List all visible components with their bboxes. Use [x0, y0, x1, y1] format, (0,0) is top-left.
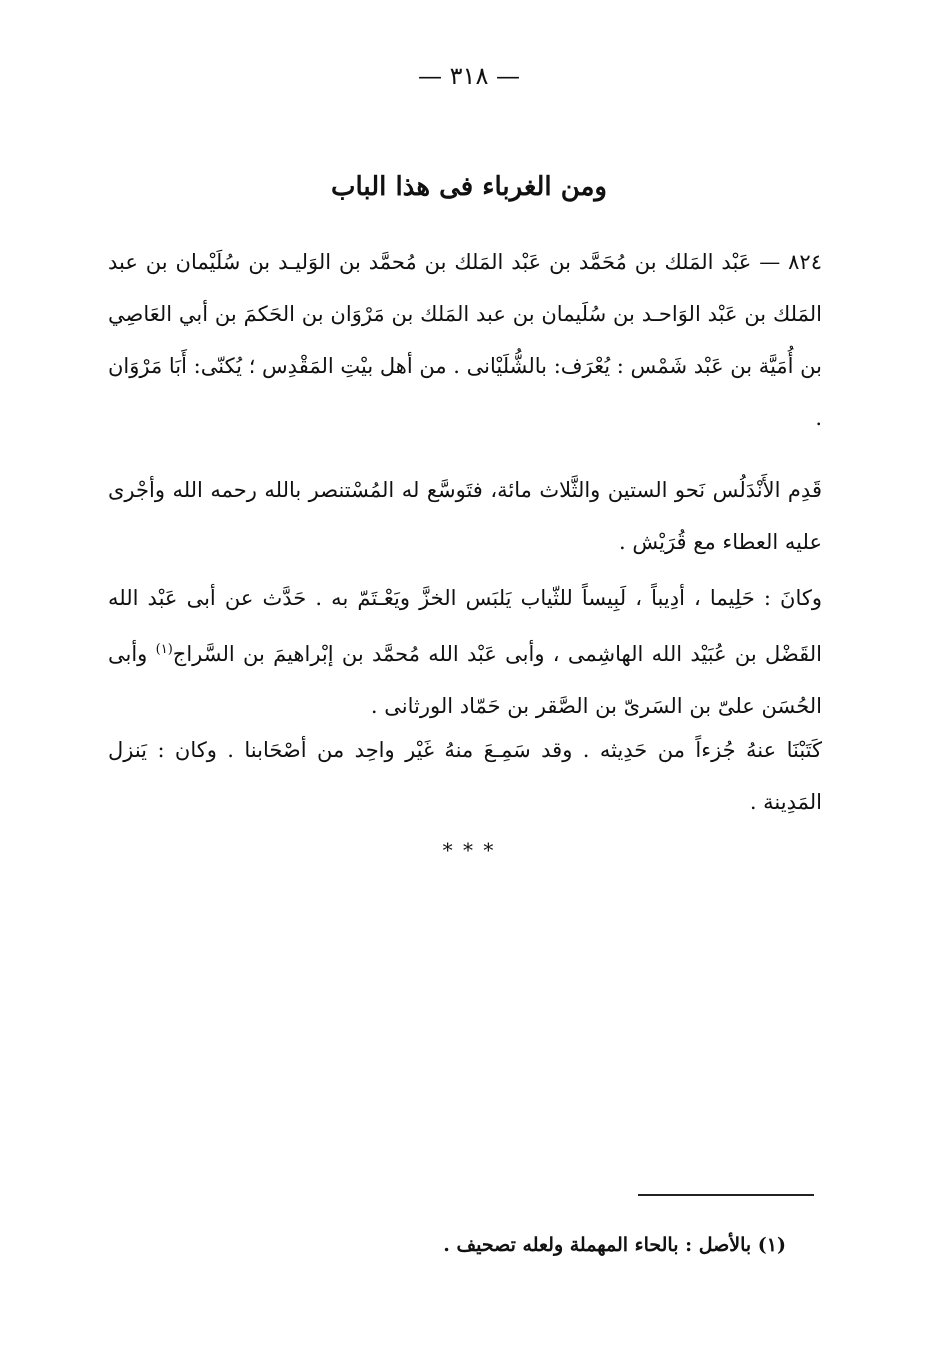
entry-paragraph-4: كَتَبْنَا عنهُ جُزءاً من حَدِيثه . وقد سَمِـعَ منهُ غَيْر واحِد من أصْحَابنا . وكان : يَنزل المَدِينة . [108, 738, 822, 814]
section-separator-stars: * * * [442, 838, 496, 862]
footnote-divider [638, 1194, 814, 1196]
entry-paragraph-3 [108, 572, 822, 732]
section-heading: ومن الغرباء فى هذا الباب [331, 172, 607, 202]
entry-paragraph-3-text: وكانَ : حَلِيما ، أدِيباً ، لَبِيساً للثّياب يَلبَس الخزَّ ويَعْـتَمّ به . حَدَّث عن أبى عَبْد الله القَضْل بن عُبَيْد الله الهاشِمى ، وأبى عَبْد الله مُحمَّد بن إبْراهيمَ بن السَّراج [108, 586, 822, 666]
entry-paragraph-3-end: وأبى الحُسَن علىّ بن السَرىّ بن الصَّقر بن حَمّاد الورثانى . [108, 642, 822, 718]
page-number: — ٣١٨ — [418, 62, 520, 90]
footnote-marker: (١) [155, 642, 173, 657]
entry-paragraph-2: قَدِم الأَنْدَلُس نَحو الستين والثَّلاث مائة، فتَوسَّع له المُسْتنصر بالله رحمه الله وأجْرى عليه العطاء مع قُرَيْش . [108, 478, 822, 554]
footnote-1: (١) بالأصل : بالحاء المهملة ولعله تصحيف . [443, 1234, 786, 1256]
entry-paragraph-1: ٨٢٤ — عَبْد المَلك بن مُحَمَّد بن عَبْد المَلك بن مُحمَّد بن الوَليـد بن سُلَيْمان بن عبد المَلك بن عَبْد الوَاحـد بن سُلَيمان بن عبد المَلك بن مَرْوَان بن الحَكمَ بن أبي العَاصِي بن أُمَيَّة بن عَبْد شَمْس : يُعْرَف: بالشُّلَيْانى . من أهل بيْتِ المَقْدِس ؛ يُكنّى: أَبَا مَرْوَان . [108, 250, 822, 430]
